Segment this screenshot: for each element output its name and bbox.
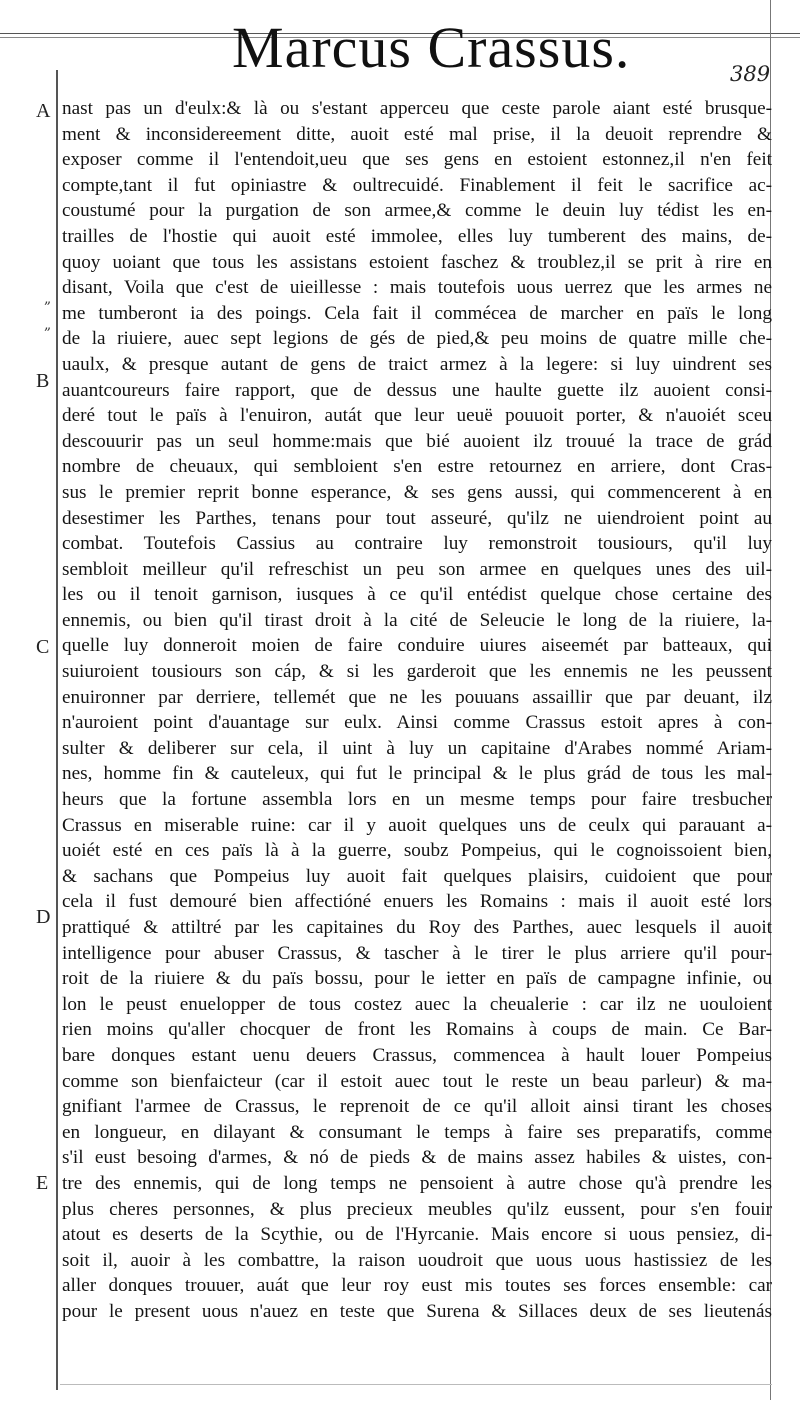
text-line: Crassus en miserable ruine: car il y auoit quelques uns de ceulx qui parauant a- <box>62 814 772 836</box>
text-line: lon le peust enuelopper de tous costez auec la cheualerie : car ilz ne uouloient <box>62 993 772 1015</box>
text-line: exposer comme il l'entendoit,ueu que ses gens en estoient estonnez,il n'en feit <box>62 149 772 171</box>
margin-letter-e: E <box>36 1172 49 1194</box>
text-line: de la riuiere, auec sept legions de gés de pied,& peu moins de quatre mille che- <box>62 328 772 350</box>
text-line: desestimer les Parthes, tenans pour tout asseuré, qu'ilz ne uiendroient point au <box>62 507 772 529</box>
text-line: sus le premier reprit bonne esperance, & ses gens aussi, qui commencerent à en <box>62 481 772 503</box>
text-line: uaulx, & presque autant de gens de traict armez à la legere: si luy uindrent ses <box>62 353 772 375</box>
text-line: combat. Toutefois Cassius au contraire luy remonstroit tousiours, qu'il luy <box>62 533 772 555</box>
text-line: bare donques estant uenu deuers Crassus, commencea à hault louer Pompeius <box>62 1044 772 1066</box>
text-line: suiuroient tousiours son cáp, & si les garderoit que les ennemis ne les peussent <box>62 661 772 683</box>
margin-letter-d: D <box>36 906 51 928</box>
text-line: deré tout le païs à l'enuiron, autát que leur ueuë pouuoit porter, & n'auoiét sceu <box>62 405 772 427</box>
text-line: nes, homme fin & cauteleux, qui fut le principal & le plus grád de tous les mal- <box>62 763 772 785</box>
text-line: tre des ennemis, qui de long temps ne pensoient à autre chose qu'à prendre les <box>62 1172 772 1194</box>
text-line: les ou il tenoit garnison, iusques à ce qu'il entédist quelque chose certaine des <box>62 584 772 606</box>
text-line: comme son bienfaicteur (car il estoit auec tout le reste un beau parleur) & ma- <box>62 1070 772 1092</box>
left-margin-rule <box>56 70 58 1390</box>
text-line: & sachans que Pompeius luy auoit fait quelques plaisirs, cuidoient que pour <box>62 865 772 887</box>
text-line: heurs que la fortune assembla lors en un mesme temps pour faire tresbucher <box>62 789 772 811</box>
text-line: pour le present uous n'auez en teste que Surena & Sillaces deux de ses lieutenás <box>62 1300 772 1322</box>
text-line: disant, Voila que c'est de uieillesse : mais toutefois uous uerrez que les armes ne <box>62 277 772 299</box>
text-line: s'il eust besoing d'armes, & nó de pieds & de mains assez habiles & uistes, con- <box>62 1147 772 1169</box>
body-text <box>62 96 772 1325</box>
text-line: soit il, auoir à les combattre, la raison uoudroit que uous uous hastissiez de les <box>62 1249 772 1271</box>
text-line: sulter & deliberer sur cela, il uint à luy un capitaine d'Arabes nommé Ariam- <box>62 737 772 759</box>
text-line: en longueur, en dilayant & consumant le temps à faire ses preparatifs, comme <box>62 1121 772 1143</box>
text-line: aller donques trouuer, auát que leur roy eust mis toutes ses forces ensemble: car <box>62 1275 772 1297</box>
margin-letter-b: B <box>36 370 50 392</box>
text-line: descouurir pas un seul homme:mais que bié auoient ilz trouué la trace de grád <box>62 430 772 452</box>
text-line: quoy uoiant que tous les assistans estoient faschez & troublez,il se prit à rire en <box>62 251 772 273</box>
text-line: gnifiant l'armee de Crassus, le reprenoit de ce qu'il alloit ainsi tirant les choses <box>62 1096 772 1118</box>
quote-mark: „ <box>44 291 52 307</box>
text-line: rien moins qu'aller chocquer de front les Romains à coups de main. Ce Bar- <box>62 1019 772 1041</box>
text-line: intelligence pour abuser Crassus, & tascher à le tirer le plus arriere qu'il pour- <box>62 942 772 964</box>
text-line: cela il fust demouré bien affectióné enuers les Romains : mais il auoit esté lors <box>62 891 772 913</box>
footer-rule <box>60 1384 772 1385</box>
text-line: me tumberont ia des poings. Cela fait il commécea de marcher en païs le long <box>62 302 772 324</box>
text-line: quelle luy donneroit moien de faire conduire uiures aiseemét par batteaux, qui <box>62 635 772 657</box>
text-line: plus cheres personnes, & plus precieux meubles qu'ilz eussent, pour s'en fouir <box>62 1198 772 1220</box>
text-line: compte,tant il fut opiniastre & oultrecuidé. Finablement il feit le sacrifice ac- <box>62 174 772 196</box>
text-line: ment & inconsidereement ditte, auoit esté mal prise, il la deuoit reprendre & <box>62 123 772 145</box>
text-line: n'auroient point d'auantage sur eulx. Ainsi comme Crassus estoit apres à con- <box>62 712 772 734</box>
text-line: atout es deserts de la Scythie, ou de l'Hyrcanie. Mais encore si uous pensiez, di- <box>62 1224 772 1246</box>
text-line: auantcoureurs faire rapport, que de dessus une haulte guette ilz auoient consi- <box>62 379 772 401</box>
text-line: nast pas un d'eulx:& là ou s'estant apperceu que ceste parole aiant esté brusque- <box>62 98 772 119</box>
text-line: ennemis, ou bien qu'il tirast droit à la cité de Seleucie le long de la riuiere, la- <box>62 609 772 631</box>
text-line: trailles de l'hostie qui auoit esté immolee, elles luy tumberent des mains, de- <box>62 225 772 247</box>
text-line: uoiét esté en ces païs là à la guerre, soubz Pompeius, qui le cognoissoient bien, <box>62 840 772 862</box>
running-head-title: Marcus Crassus. <box>232 15 631 80</box>
text-line: prattiqué & attiltré par les capitaines du Roy des Parthes, auec lesquels il auoit <box>62 917 772 938</box>
margin-letter-c: C <box>36 636 50 658</box>
text-line: coustumé pour la purgation de son armee,& comme le deuin luy tédist les en- <box>62 200 772 222</box>
margin-letter-a: A <box>36 100 51 122</box>
page-number: 389 <box>730 62 771 86</box>
text-line: nombre de cheuaux, qui sembloient s'en estre retournez en arriere, dont Cras- <box>62 456 772 478</box>
quote-mark: „ <box>44 317 52 333</box>
text-line: roit de la riuiere & du païs bossu, pour le ietter en païs de campagne infinie, ou <box>62 968 772 990</box>
text-line: enuironner par derriere, tellemét que ne les pouuans assaillir que par deuant, ilz <box>62 686 772 708</box>
text-line: sembloit meilleur qu'il refreschist un peu son armee en quelques unes des uil- <box>62 558 772 580</box>
